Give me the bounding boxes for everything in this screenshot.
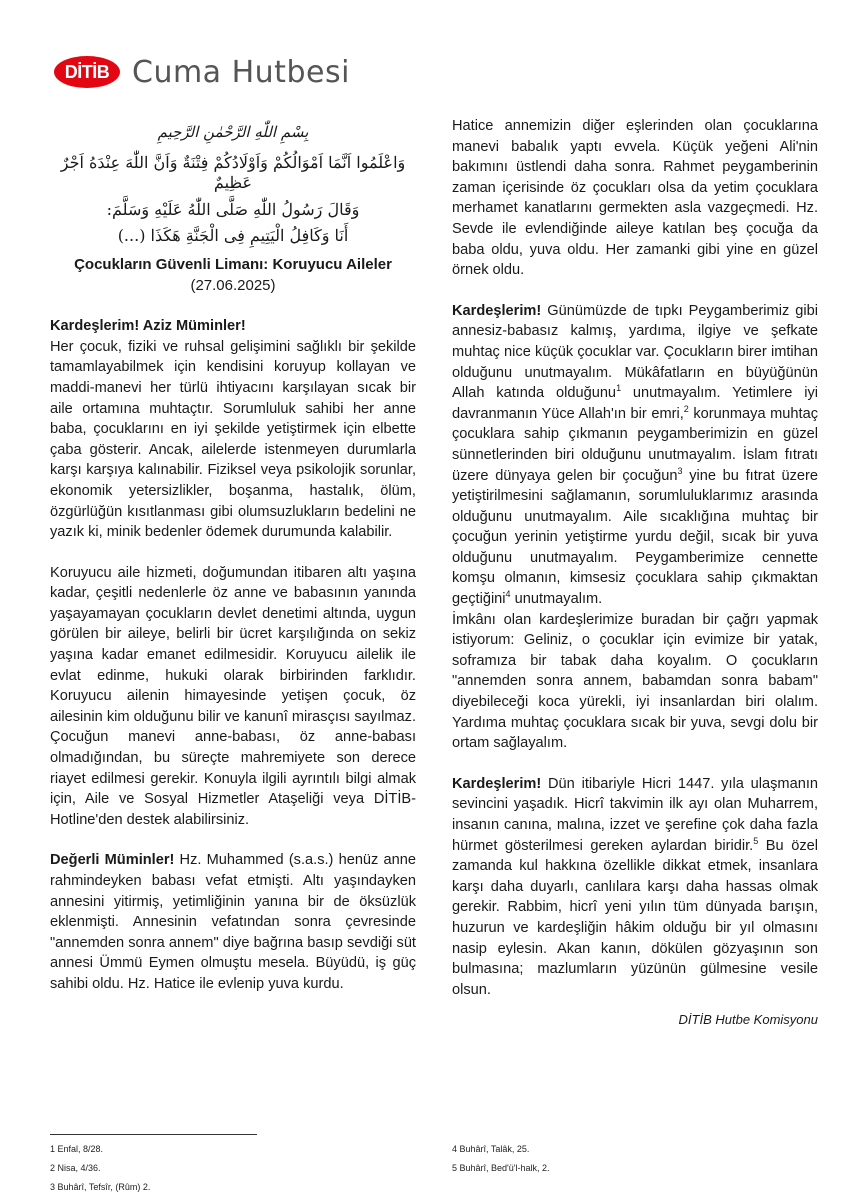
footnote-3: 3 Buhârî, Tefsîr, (Rûm) 2. <box>50 1182 151 1192</box>
verse-line-2: وَقَالَ رَسُولُ اللّٰهِ صَلَّى اللّٰهُ عَلَيْهِ وَسَلَّمَ: <box>106 199 360 219</box>
basmala: بِسْمِ اللّٰهِ الرَّحْمٰنِ الرَّحِيمِ <box>157 123 309 141</box>
paragraph-5: Kardeşlerim! Günümüzde de tıpkı Peygamberimiz gibi annesiz-babasız kalmış, yardıma, ilgiye ve şefkate muhtaç nice küçük çocuklar var. Çocukların birer imtihan olduğunu unutmayalım. Mükâfatların en büyüğünün Allah katında olduğunu$^1$ unutmayalım. Yetimlere iyi davranmanın Yüce Allah'ın bir emri,$^2$ korunmaya muhtaç çocuklara sahip çıkmanın peygamberimizin en güzel sünnetlerinden biri olduğunu unutmayalım. İslam fıtratı üzere dünyaya gelen bir çocuğun$^3$ yine bu fıtrat üzere yetiştirilmesini sağlamanın, sorumluluklarımız arasında olduğunu unutmayalım. Aile sıcaklığına muhtaç bir çocuğun yerinin yetiştirme yurdu değil, sıcak bir yuva olduğunu unutmayalım. Peygamberimize cennette komşu olmanın, kimsesiz çocuklara sahip çıkmaktan geçtiğini$^4$ unutmayalım. <box>452 302 818 608</box>
left-column <box>50 114 416 995</box>
paragraph-7: Kardeşlerim! Dün itibariyle Hicri 1447. yıla ulaşmanın sevincini yaşadık. Hicrî takvimin ilk ayı olan Muharrem, insanın canına, malına, izzet ve şerefine çok daha fazla hürmet gösterilmesi gereken aylardan biridir.$^5$ Bu özel zamanda kul hakkına özellikle dikkat etmek, insanlara karşı daha duyarlı, canlılara karşı daha hassas olmak gerekir. Rabbim, hicrî yeni yılın tüm dünyada barışın, huzurun ve kardeşliğin hâkim olduğu bir yıl olmasını nasip eylesin. Akan kanın, dökülen gözyaşının son bulmasına; mazlumların yüzünün gülmesine vesile olsun. <box>452 775 818 998</box>
svg-text:DİTİB: DİTİB <box>64 62 110 82</box>
paragraph-5-lead: Kardeşlerim! <box>452 302 542 319</box>
paragraph-4: Hatice annemizin diğer eşlerinden olan çocuklarına manevi babalık yaptı evvela. Küçük yeğeni Ali'nin bakımını üstlendi daha sonra. Rahmet peygamberinin zaman içerisinde öz çocukları olsa da yetim çocuklara merhamet kanatlarını germekten asla vazgeçmedi. Hz. Sevde ile evlendiğinde aileye katılan beş çocuğa da baba oldu, yuva oldu. Her zamanki gibi yine en güzel örnek oldu. <box>452 118 818 279</box>
header <box>52 52 350 92</box>
footnote-ref-5[interactable]: 5 <box>753 835 759 846</box>
footnote-4: 4 Buhârî, Talâk, 25. <box>452 1144 530 1154</box>
footnote-ref-4[interactable]: 4 <box>505 589 511 600</box>
footnote-ref-3[interactable]: 3 <box>677 465 683 476</box>
ditib-logo <box>52 54 122 90</box>
footnote-1: 1 Enfal, 8/28. <box>50 1144 104 1154</box>
ditib-logo-icon <box>52 54 122 90</box>
paragraph-2: Koruyucu aile hizmeti, doğumundan itibaren altı yaşına kadar, çeşitli nedenlerle öz anne ve babasının yanında yaşayamayan çocukların devlet denetimi altında, uygun görülen bir aileye, belirli bir ücret karşılığında on sekiz yaşına kadar emanet edilmesidir. Koruyucu ailelik ile evlat edinme, hukuki olarak birbirinden farklıdır. Koruyucu ailenin himayesinde yetişen çocuk, öz ailesinin kim olduğunu bilir ve kanunî mirasçısı sayılmaz. Çocuğun manevi anne-babası, öz anne-babası olmadığından, bu süreçte mahremiyete son derece riayet edilmesi gerekir. Konuyla ilgili ayrıntılı bilgi almak için, Aile ve Sosyal Hizmetler Ataşeliği veya DİTİB-Hotline'den destek alabilirsiniz. <box>50 564 416 828</box>
paragraph-3-lead: Değerli Müminler! <box>50 852 175 869</box>
footnote-ref-2[interactable]: 2 <box>683 403 689 414</box>
paragraph-1-text: Her çocuk, fiziki ve ruhsal gelişimini sağlıklı bir şekilde tamamlayabilmek için kendisini koruyup kollayan ve maddi-manevi her türlü ihtiyacını karşılayan sıcak bir aile ortamına muhtaçtır. Sorumluluk sahibi her anne baba, çocuklarını en iyi şekilde yetiştirmek için elbette çaba gösterir. Ancak, ailelerde istenmeyen durumlarla karşı karşıya kalınabilir. Fiziksel veya psikolojik sorunlar, ekonomik yetersizlikler, boşanma, hastalık, ölüm, özgürlüğün kısıtlanması gibi olumsuzlukların bedelini ne yazık ki, minik bedenler ödemek durumunda kalabilir. <box>50 338 416 541</box>
paragraph-3-text: Hz. Muhammed (s.a.s.) henüz anne rahmindeyken babası vefat etmişti. Altı yaşındayken annesini yitirmiş, yetimliğinin yanına bir de öksüzlük eklenmişti. Annesinin vefatından sonra çevresinde "annemden sonra annem" diye bağrına basıp sevdiği süt annesi Ümmü Eymen olmuştu mesela. Büyüdü, iş güç sahibi oldu. Hz. Hatice ile evlenip yuva kurdu. <box>50 852 416 992</box>
paragraph-1 <box>50 316 416 543</box>
footnote-divider <box>50 1134 257 1135</box>
verse-line-3: أَنَا وَكَافِلُ الْيَتِيمِ فِى الْجَنَّةِ هَكَذَا (...) <box>117 226 349 246</box>
footnote-ref-1[interactable]: 1 <box>616 383 622 394</box>
verse-line-1: وَاعْلَمُوا اَنَّمَا اَمْوَالُكُمْ وَاَوْلَادُكُمْ فِتْنَةٌ وَاَنَّ اللّٰهَ عِنْدَهُ اَجْرٌ عَظِيمٌ <box>60 152 406 193</box>
paragraph-6: İmkânı olan kardeşlerimize buradan bir çağrı yapmak istiyorum: Geliniz, o çocuklar için evimize bir yatak, soframıza bir tabak daha koyalım. O çocukların "annemden sonra annem, babamdan sonra babam" diyebileceği koca yürekli, iyi insanlardan biri olalım. Yardıma muhtaç çocuklara sıcak bir yuva, sevgi dolu bir ortam sağlayalım. <box>452 611 818 752</box>
signature: DİTİB Hutbe Komisyonu <box>678 1012 818 1028</box>
brand-title: Cuma Hutbesi <box>132 54 350 90</box>
sermon-date: (27.06.2025) <box>190 276 276 294</box>
footnote-5: 5 Buhârî, Bed'ü'l-halk, 2. <box>452 1163 550 1173</box>
right-column <box>452 116 818 1031</box>
footnote-2: 2 Nisa, 4/36. <box>50 1163 101 1173</box>
sermon-title: Çocukların Güvenli Limanı: Koruyucu Aileler <box>74 255 392 273</box>
arabic-verses <box>50 122 416 247</box>
paragraph-1-lead: Kardeşlerim! Aziz Müminler! <box>50 318 246 335</box>
paragraph-7-lead: Kardeşlerim! <box>452 775 542 792</box>
paragraph-3 <box>50 850 416 994</box>
